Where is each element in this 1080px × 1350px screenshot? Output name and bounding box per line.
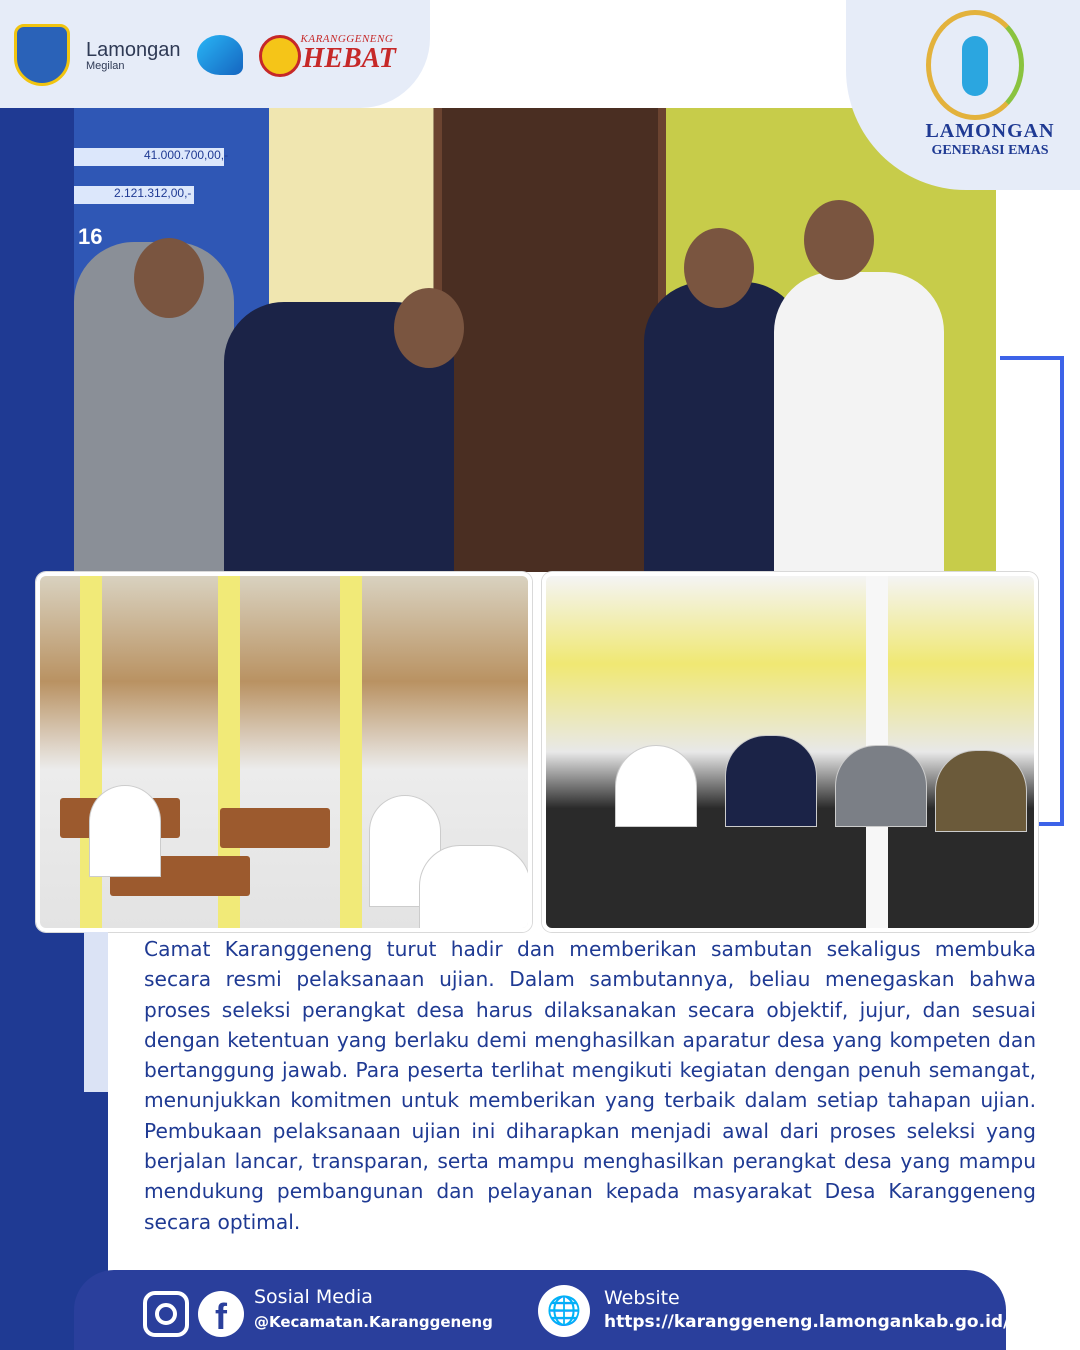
main-photo-door-opening	[74, 108, 996, 572]
instagram-icon[interactable]	[143, 1291, 189, 1337]
website-label: Website	[604, 1287, 680, 1309]
globe-icon[interactable]	[538, 1285, 590, 1337]
website-url-link[interactable]: https://karanggeneng.lamongankab.go.id/	[604, 1312, 1010, 1332]
karanggeneng-hebat-logo	[259, 29, 417, 81]
hebat-logo-main: HEBAT	[302, 43, 396, 74]
lamongan-megilan-logo	[86, 39, 181, 72]
hebat-logo-top: KARANGGENENG	[300, 33, 394, 45]
facebook-icon[interactable]: f	[198, 1291, 244, 1337]
wooden-door	[434, 108, 666, 572]
hashtag-icon	[259, 35, 301, 77]
board-value-3: 16	[78, 224, 103, 249]
badge-subtitle: GENERASI EMAS	[931, 143, 1049, 158]
photo-exam-hall	[36, 572, 532, 932]
photo-officials-table	[542, 572, 1038, 932]
social-media-handle[interactable]: @Kecamatan.Karanggeneng	[254, 1313, 493, 1331]
badge-title: LAMONGAN	[925, 120, 1055, 142]
board-value-2: 2.121.312,00,-	[114, 186, 192, 200]
megilan-logo-text: Megilan	[86, 59, 125, 72]
lamongan-crest-icon	[14, 24, 70, 86]
lamongan-logo-text: Lamongan	[86, 38, 181, 61]
header-logos	[14, 24, 417, 86]
generasi-emas-figure-icon	[962, 36, 988, 96]
social-media-label: Sosial Media	[254, 1286, 373, 1308]
person-white-shirt	[774, 272, 944, 572]
text-accent-bar	[84, 932, 108, 1092]
body-paragraph: Camat Karanggeneng turut hadir dan memberikan sambutan sekaligus membuka secara resmi pelaksanaan ujian. Dalam sambutannya, beliau menegaskan bahwa proses seleksi perangkat desa harus dilaksanakan secara objektif, jujur, dan sesuai dengan ketentuan yang berlaku demi menghasilkan aparatur desa yang kompeten dan bertanggung jawab. Para peserta terlihat mengikuti kegiatan dengan penuh semangat, menunjukkan komitmen untuk memberikan yang terbaik dalam setiap tahapan ujian. Pembukaan pelaksanaan ujian ini diharapkan menjadi awal dari proses seleksi yang berjalan lancar, transparan, serta mampu menghasilkan perangkat desa yang mampu mendukung pembangunan dan pelayanan kepada masyarakat Desa Karanggeneng secara optimal.	[144, 937, 1036, 1234]
board-value-1: 41.000.700,00,-	[144, 148, 229, 162]
dolphin-logo-icon	[197, 35, 243, 75]
